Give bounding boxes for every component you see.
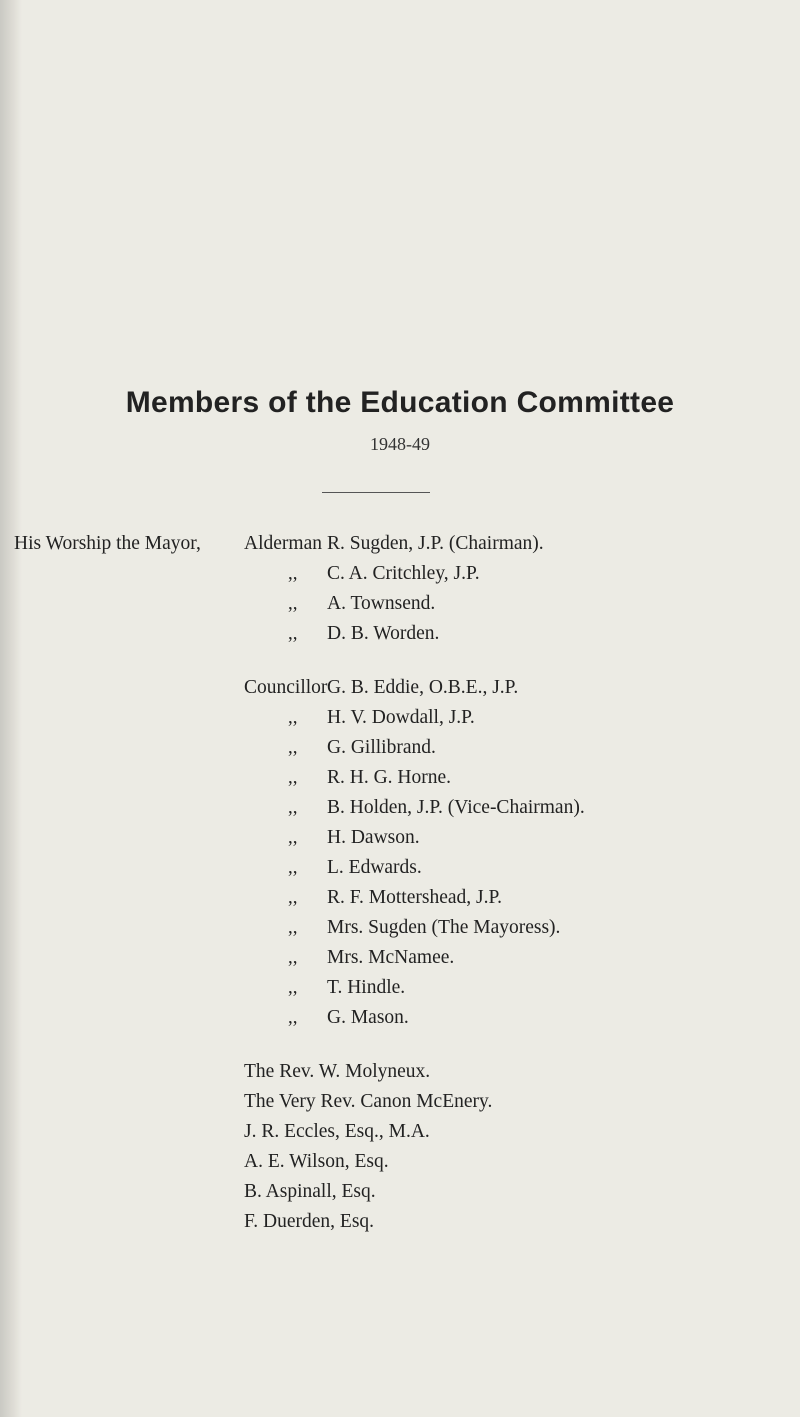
ditto-mark: ,, (288, 947, 298, 968)
councillor-member: G. B. Eddie, O.B.E., J.P. (327, 677, 519, 698)
councillor-member: Mrs. Sugden (The Mayoress). (327, 917, 561, 938)
alderman-member: R. Sugden, J.P. (Chairman). (327, 533, 544, 554)
ditto-mark: ,, (288, 593, 298, 614)
councillor-member: B. Holden, J.P. (Vice-Chairman). (327, 797, 585, 818)
coopted-member: F. Duerden, Esq. (244, 1211, 375, 1232)
ditto-mark: ,, (288, 767, 298, 788)
councillor-member: T. Hindle. (327, 977, 406, 998)
divider-rule (322, 492, 430, 493)
councillor-title: Councillor (244, 677, 328, 698)
ditto-mark: ,, (288, 623, 298, 644)
alderman-member: D. B. Worden. (327, 623, 440, 644)
ditto-mark: ,, (288, 857, 298, 878)
coopted-member: J. R. Eccles, Esq., M.A. (244, 1121, 430, 1142)
ditto-mark: ,, (288, 797, 298, 818)
ditto-mark: ,, (288, 563, 298, 584)
ditto-mark: ,, (288, 1007, 298, 1028)
page-title: Members of the Education Committee (125, 386, 675, 419)
councillor-member: G. Gillibrand. (327, 737, 436, 758)
mayor-label: His Worship the Mayor, (14, 533, 201, 554)
ditto-mark: ,, (288, 707, 298, 728)
coopted-member: The Very Rev. Canon McEnery. (244, 1091, 493, 1112)
councillor-member: H. V. Dowdall, J.P. (327, 707, 475, 728)
ditto-mark: ,, (288, 887, 298, 908)
ditto-mark: ,, (288, 977, 298, 998)
alderman-member: A. Townsend. (327, 593, 436, 614)
councillor-member: Mrs. McNamee. (327, 947, 455, 968)
councillor-member: R. H. G. Horne. (327, 767, 452, 788)
ditto-mark: ,, (288, 737, 298, 758)
coopted-member: B. Aspinall, Esq. (244, 1181, 376, 1202)
alderman-member: C. A. Critchley, J.P. (327, 563, 480, 584)
ditto-mark: ,, (288, 917, 298, 938)
councillor-member: L. Edwards. (327, 857, 422, 878)
coopted-member: A. E. Wilson, Esq. (244, 1151, 389, 1172)
coopted-member: The Rev. W. Molyneux. (244, 1061, 431, 1082)
session-year: 1948-49 (370, 434, 430, 454)
ditto-mark: ,, (288, 827, 298, 848)
councillor-member: H. Dawson. (327, 827, 420, 848)
councillor-member: R. F. Mottershead, J.P. (327, 887, 503, 908)
councillor-member: G. Mason. (327, 1007, 409, 1028)
alderman-title: Alderman (244, 533, 322, 554)
